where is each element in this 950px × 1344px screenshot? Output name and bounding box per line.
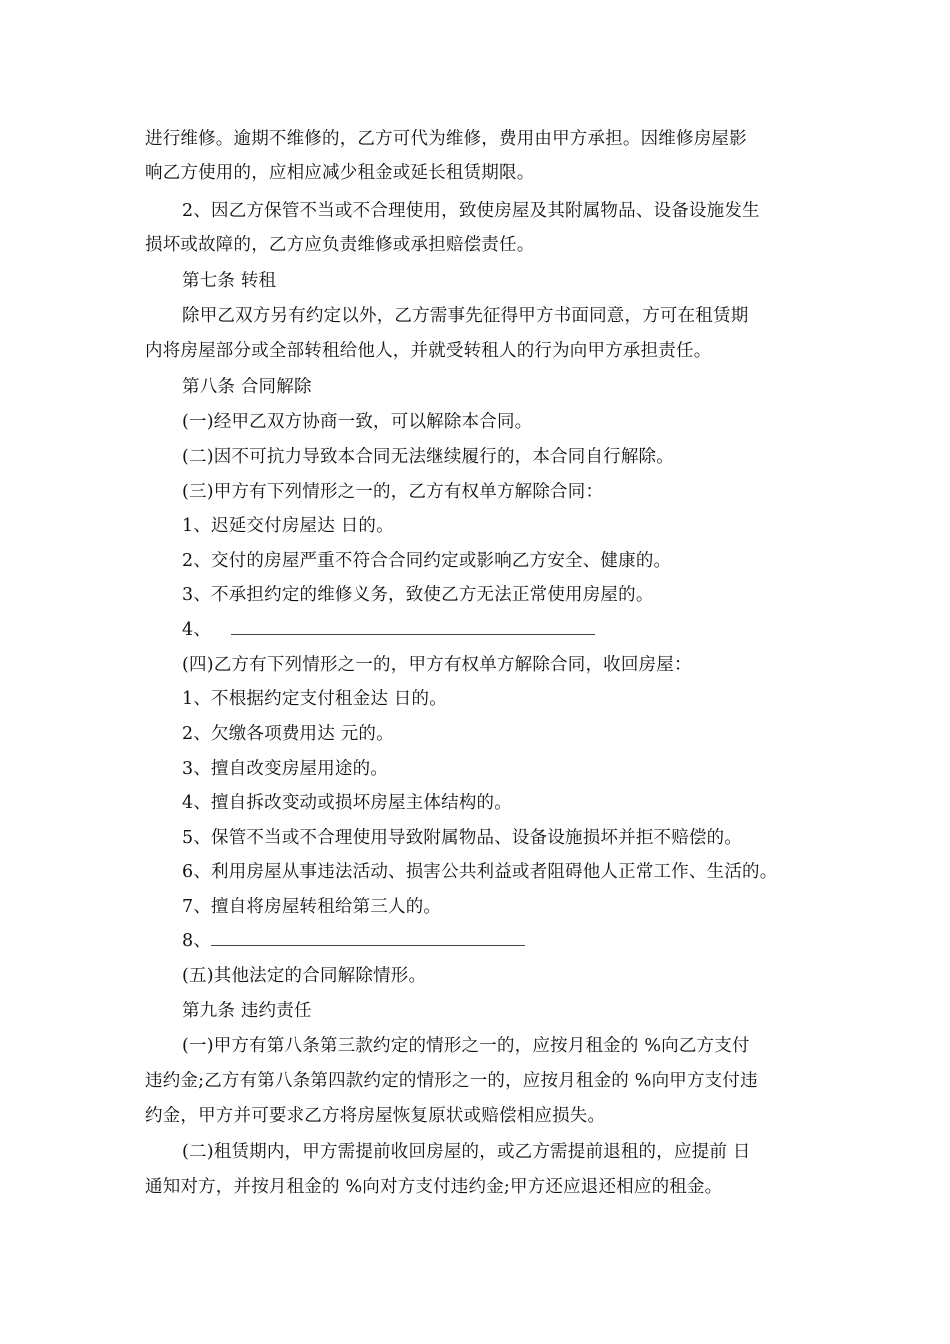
text-line: (四)乙方有下列情形之一的，甲方有权单方解除合同，收回房屋： xyxy=(182,655,692,675)
article-heading: 第八条 合同解除 xyxy=(182,377,312,397)
text-line: 响乙方使用的，应相应减少租金或延长租赁期限。 xyxy=(145,163,535,183)
item-number: 4、 xyxy=(182,620,212,640)
text-line: (五)其他法定的合同解除情形。 xyxy=(182,966,427,986)
fill-in-blank xyxy=(211,933,525,946)
text-line: 5、保管不当或不合理使用导致附属物品、设备设施损坏并拒不赔偿的。 xyxy=(182,828,743,848)
text-line: 违约金;乙方有第八条第四款约定的情形之一的，应按月租金的 %向甲方支付违 xyxy=(145,1071,758,1091)
text-line: 损坏或故障的，乙方应负责维修或承担赔偿责任。 xyxy=(145,235,535,255)
text-line: 3、不承担约定的维修义务，致使乙方无法正常使用房屋的。 xyxy=(182,585,654,605)
text-line: 7、擅自将房屋转租给第三人的。 xyxy=(182,897,442,917)
text-line: 1、迟延交付房屋达 日的。 xyxy=(182,516,394,536)
text-line: (二)租赁期内，甲方需提前收回房屋的，或乙方需提前退租的，应提前 日 xyxy=(182,1142,751,1162)
text-line: (一)甲方有第八条第三款约定的情形之一的，应按月租金的 %向乙方支付 xyxy=(182,1036,750,1056)
text-line: 除甲乙双方另有约定以外，乙方需事先征得甲方书面同意，方可在租赁期 xyxy=(182,306,749,326)
text-line: 3、擅自改变房屋用途的。 xyxy=(182,759,389,779)
fill-in-blank xyxy=(231,622,595,635)
article-heading: 第七条 转租 xyxy=(182,271,277,291)
blank-item-line xyxy=(182,930,525,952)
text-line: (一)经甲乙双方协商一致，可以解除本合同。 xyxy=(182,412,533,432)
text-line: 进行维修。逾期不维修的，乙方可代为维修，费用由甲方承担。因维修房屋影 xyxy=(145,129,747,149)
text-line: 2、欠缴各项费用达 元的。 xyxy=(182,724,394,744)
item-number: 8、 xyxy=(182,931,212,951)
text-line: 内将房屋部分或全部转租给他人，并就受转租人的行为向甲方承担责任。 xyxy=(145,341,712,361)
text-line: 2、因乙方保管不当或不合理使用，致使房屋及其附属物品、设备设施发生 xyxy=(182,201,760,221)
text-line: 4、擅自拆改变动或损坏房屋主体结构的。 xyxy=(182,793,512,813)
text-line: 2、交付的房屋严重不符合合同约定或影响乙方安全、健康的。 xyxy=(182,551,672,571)
article-heading: 第九条 违约责任 xyxy=(182,1001,312,1021)
text-line: (二)因不可抗力导致本合同无法继续履行的，本合同自行解除。 xyxy=(182,447,674,467)
text-line: 6、利用房屋从事违法活动、损害公共利益或者阻碍他人正常工作、生活的。 xyxy=(182,862,778,882)
text-line: 通知对方，并按月租金的 %向对方支付违约金;甲方还应退还相应的租金。 xyxy=(145,1177,723,1197)
text-line: 1、不根据约定支付租金达 日的。 xyxy=(182,689,447,709)
text-line: (三)甲方有下列情形之一的，乙方有权单方解除合同： xyxy=(182,482,604,502)
blank-item-line xyxy=(182,619,595,641)
text-line: 约金，甲方并可要求乙方将房屋恢复原状或赔偿相应损失。 xyxy=(145,1106,606,1126)
